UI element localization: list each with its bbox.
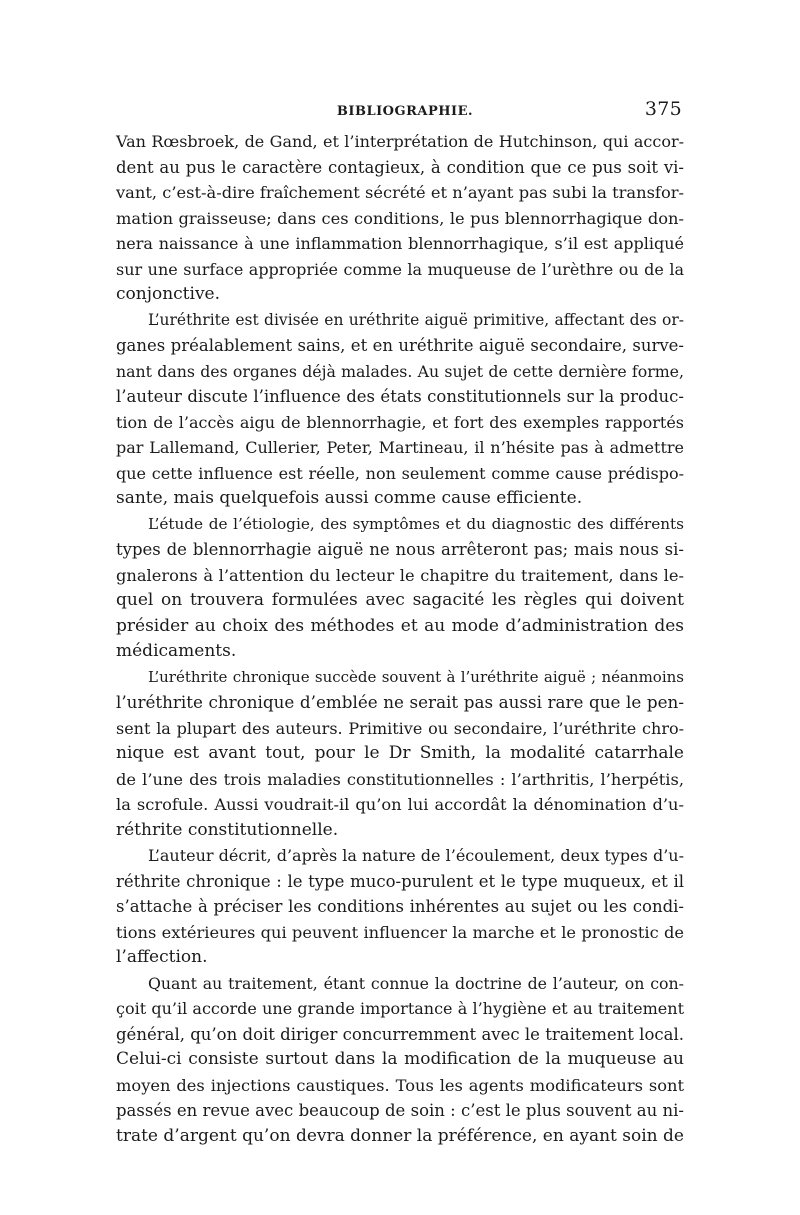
text-line: Celui-ci consiste surtout dans la modification de la muqueuse au: [116, 1049, 684, 1069]
text-line: par Lallemand, Cullerier, Peter, Martineau, il n’hésite pas à admettre: [116, 438, 684, 457]
text-line: réthrite chronique : le type muco-purulent et le type muqueux, et il: [116, 871, 684, 891]
text-line: la scrofule. Aussi voudrait-il qu’on lui accordât la dénomination d’u-: [116, 795, 684, 814]
text-line: médicaments.: [116, 641, 237, 661]
text-line: trate d’argent qu’on devra donner la préférence, en ayant soin de: [116, 1125, 684, 1146]
text-line: quel on trouvera formulées avec sagacité les règles qui doivent: [116, 590, 684, 610]
text-line: types de blennorrhagie aiguë ne nous arrêteront pas; mais nous si-: [116, 540, 684, 559]
text-line: conjonctive.: [116, 284, 221, 304]
text-line: ganes préalablement sains, et en uréthrite aiguë secondaire, surve-: [116, 336, 684, 355]
body-text: [116, 129, 684, 1149]
text-line: nant dans des organes déjà malades. Au sujet de cette dernière forme,: [116, 361, 684, 381]
text-line: que cette influence est réelle, non seulement comme cause prédispo-: [116, 463, 684, 483]
text-line: tion de l’accès aigu de blennorrhagie, et fort des exemples rapportés: [116, 412, 684, 432]
text-line: dent au pus le caractère contagieux, à condition que ce pus soit vi-: [116, 157, 684, 177]
running-header: [116, 98, 684, 128]
text-line: présider au choix des méthodes et au mode d’administration des: [116, 615, 684, 636]
section-title: BIBLIOGRAPHIE.: [336, 104, 474, 119]
text-line: çoit qu’il accorde une grande importance à l’hygiène et au traitement: [116, 999, 684, 1018]
text-line: tions extérieures qui peuvent influencer la marche et le pronostic de: [116, 922, 684, 942]
text-line: général, qu’on doit diriger concurremment avec le traitement local.: [116, 1024, 684, 1044]
text-line: moyen des injections caustiques. Tous les agents modificateurs sont: [116, 1075, 684, 1095]
text-line: L’auteur décrit, d’après la nature de l’écoulement, deux types d’u-: [148, 846, 684, 865]
text-line: vant, c’est-à-dire fraîchement sécrété et n’ayant pas subi la transfor-: [116, 183, 684, 202]
text-line: gnalerons à l’attention du lecteur le chapitre du traitement, dans le-: [116, 565, 684, 585]
text-line: sent la plupart des auteurs. Primitive ou secondaire, l’uréthrite chro-: [116, 718, 684, 738]
text-line: L’uréthrite est divisée en uréthrite aiguë primitive, affectant des or-: [148, 310, 684, 329]
text-line: Quant au traitement, étant connue la doctrine de l’auteur, on con-: [148, 973, 684, 993]
text-line: l’affection.: [116, 947, 208, 967]
text-line: sante, mais quelquefois aussi comme cause efficiente.: [116, 488, 583, 508]
text-line: L’uréthrite chronique succède souvent à l’uréthrite aiguë ; néanmoins: [148, 667, 684, 686]
text-line: de l’une des trois maladies constitutionnelles : l’arthritis, l’herpétis,: [116, 769, 684, 789]
text-line: sur une surface appropriée comme la muqueuse de l’urèthre ou de la: [116, 259, 684, 279]
text-line: L’étude de l’étiologie, des symptômes et du diagnostic des différents: [148, 514, 684, 533]
text-line: nique est avant tout, pour le Dr Smith, la modalité catarrhale: [116, 743, 684, 763]
text-line: l’auteur discute l’influence des états constitutionnels sur la produc-: [116, 387, 684, 406]
text-line: s’attache à préciser les conditions inhérentes au sujet ou les condi-: [116, 897, 684, 916]
text-line: l’uréthrite chronique d’emblée ne serait pas aussi rare que le pen-: [116, 692, 684, 712]
text-line: passés en revue avec beaucoup de soin : c’est le plus souvent au ni-: [116, 1101, 684, 1120]
page-number: 375: [644, 98, 682, 120]
text-line: mation graisseuse; dans ces conditions, le pus blennorrhagique don-: [116, 208, 684, 228]
text-line: Van Rœsbroek, de Gand, et l’interprétation de Hutchinson, qui accor-: [116, 132, 684, 151]
text-line: nera naissance à une inflammation blennorrhagique, s’il est appliqué: [116, 234, 684, 253]
text-line: réthrite constitutionnelle.: [116, 819, 339, 840]
